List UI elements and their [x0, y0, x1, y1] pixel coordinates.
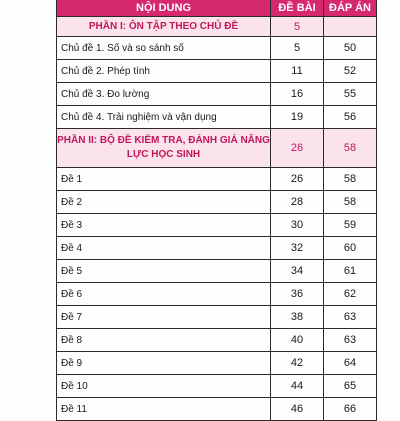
header-dap-an: ĐÁP ÁN: [324, 0, 377, 17]
section-row: [57, 129, 377, 168]
table-row: [57, 60, 377, 83]
row-name: Đề 5: [57, 260, 271, 283]
row-de-bai: 11: [271, 60, 324, 83]
section-de-bai: 26: [271, 129, 324, 168]
row-dap-an: 59: [324, 214, 377, 237]
row-name: Đề 9: [57, 352, 271, 375]
table-row: [57, 237, 377, 260]
row-name: Đề 2: [57, 191, 271, 214]
row-de-bai: 36: [271, 283, 324, 306]
section-dap-an: 58: [324, 129, 377, 168]
table-row: [57, 375, 377, 398]
table-row: [57, 83, 377, 106]
row-de-bai: 5: [271, 37, 324, 60]
row-de-bai: 40: [271, 329, 324, 352]
table-row: [57, 106, 377, 129]
row-dap-an: 63: [324, 306, 377, 329]
row-name: Chủ đề 2. Phép tính: [57, 60, 271, 83]
section-title: PHẦN I: ÔN TẬP THEO CHỦ ĐỀ: [57, 17, 271, 37]
row-de-bai: 32: [271, 237, 324, 260]
row-name: Đề 4: [57, 237, 271, 260]
row-dap-an: 55: [324, 83, 377, 106]
table-row: [57, 168, 377, 191]
table-row: [57, 214, 377, 237]
row-name: Đề 6: [57, 283, 271, 306]
table-row: [57, 306, 377, 329]
row-dap-an: 61: [324, 260, 377, 283]
row-de-bai: 30: [271, 214, 324, 237]
row-name: Chủ đề 3. Đo lường: [57, 83, 271, 106]
row-name: Đề 10: [57, 375, 271, 398]
table-header: [57, 0, 377, 17]
row-dap-an: 62: [324, 283, 377, 306]
row-dap-an: 65: [324, 375, 377, 398]
row-dap-an: 52: [324, 60, 377, 83]
row-de-bai: 16: [271, 83, 324, 106]
row-dap-an: 63: [324, 329, 377, 352]
section-dap-an: [324, 17, 377, 37]
row-dap-an: 50: [324, 37, 377, 60]
table-row: [57, 352, 377, 375]
row-de-bai: 42: [271, 352, 324, 375]
header-de-bai: ĐỀ BÀI: [271, 0, 324, 17]
row-de-bai: 44: [271, 375, 324, 398]
table-row: [57, 283, 377, 306]
row-name: Chủ đề 1. Số và so sánh số: [57, 37, 271, 60]
section-title: PHẦN II: BỘ ĐỀ KIỂM TRA, ĐÁNH GIÁ NĂNG LỰC HỌC SINH: [57, 129, 271, 168]
row-dap-an: 56: [324, 106, 377, 129]
table-row: [57, 398, 377, 421]
row-de-bai: 19: [271, 106, 324, 129]
row-name: Đề 7: [57, 306, 271, 329]
row-de-bai: 26: [271, 168, 324, 191]
row-dap-an: 60: [324, 237, 377, 260]
row-name: Chủ đề 4. Trải nghiệm và vận dụng: [57, 106, 271, 129]
row-de-bai: 34: [271, 260, 324, 283]
row-dap-an: 58: [324, 191, 377, 214]
row-de-bai: 38: [271, 306, 324, 329]
header-content: NỘI DUNG: [57, 0, 271, 17]
table-row: [57, 260, 377, 283]
table-row: [57, 37, 377, 60]
table-row: [57, 329, 377, 352]
row-name: Đề 11: [57, 398, 271, 421]
row-name: Đề 3: [57, 214, 271, 237]
row-de-bai: 28: [271, 191, 324, 214]
section-de-bai: 5: [271, 17, 324, 37]
row-de-bai: 46: [271, 398, 324, 421]
row-name: Đề 8: [57, 329, 271, 352]
row-dap-an: 64: [324, 352, 377, 375]
row-dap-an: 58: [324, 168, 377, 191]
table-row: [57, 191, 377, 214]
row-name: Đề 1: [57, 168, 271, 191]
table-of-contents: [56, 0, 377, 421]
row-dap-an: 66: [324, 398, 377, 421]
section-row: [57, 17, 377, 37]
